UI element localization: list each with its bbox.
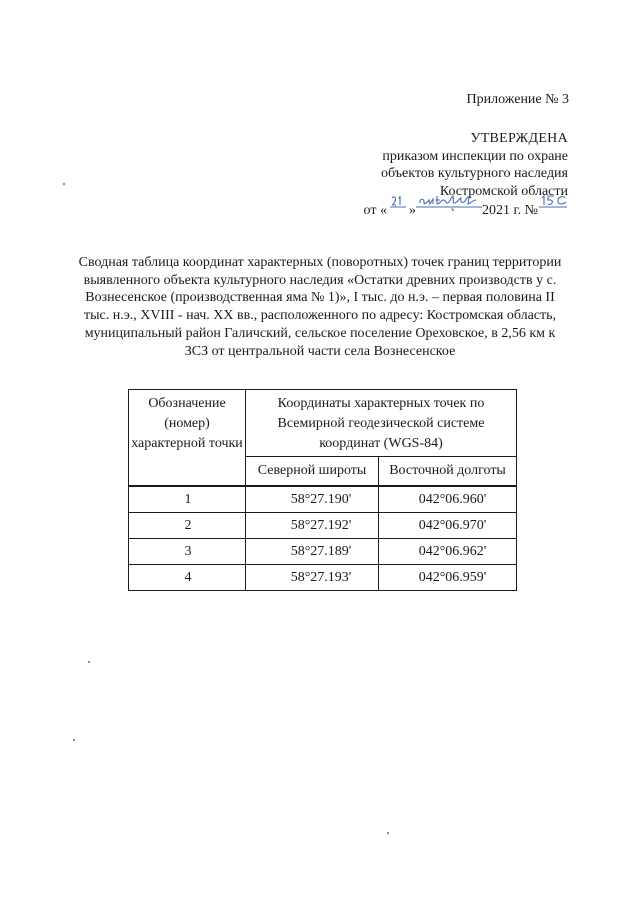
point-number: 4 xyxy=(129,565,246,591)
latitude-cell: 58°27.193' xyxy=(246,565,379,591)
point-number: 2 xyxy=(129,513,246,539)
header-latitude: Северной широты xyxy=(246,457,379,487)
latitude-cell: 58°27.190' xyxy=(246,486,379,513)
point-number: 1 xyxy=(129,486,246,513)
header-coordinates: Координаты характерных точек по Всемирной геодезической системе координат (WGS-84) xyxy=(246,390,517,457)
approval-heading: УТВЕРЖДЕНА xyxy=(470,131,568,146)
order-date-line xyxy=(364,200,568,220)
approval-line-2: объектов культурного наследия xyxy=(380,166,568,181)
longitude-cell: 042°06.960' xyxy=(379,486,517,513)
date-mid: » xyxy=(408,203,416,218)
handwritten-day xyxy=(387,200,409,214)
longitude-cell: 042°06.970' xyxy=(379,513,517,539)
scan-speck xyxy=(387,832,389,834)
table-row xyxy=(129,486,517,513)
table-row xyxy=(129,539,517,565)
appendix-label: Приложение № 3 xyxy=(466,92,569,107)
date-prefix: от « xyxy=(363,203,387,218)
date-year: 2021 г. № xyxy=(481,203,538,218)
table-row xyxy=(129,513,517,539)
table-row xyxy=(129,565,517,591)
handwritten-month xyxy=(416,200,482,214)
latitude-cell: 58°27.192' xyxy=(246,513,379,539)
scan-speck xyxy=(63,183,65,185)
header-longitude: Восточной долготы xyxy=(379,457,517,487)
approval-block xyxy=(364,130,568,220)
scan-speck xyxy=(88,661,90,663)
coordinates-table xyxy=(128,389,517,591)
document-title: Сводная таблица координат характерных (поворотных) точек границ территории выявленного объекта культурного наследия «Остатки древних производств у с. Вознесенское (производственная яма № 1)», I тыс. до н.э. – первая половина II тыс. н.э., XVIII - нач. XX вв., расположенного по адресу: Костромская область, муниципальный район Галичский, сельское поселение Ореховское, в 2,56 км к ЗСЗ от центральной части села Вознесенское xyxy=(78,255,562,359)
approval-line-1: приказом инспекции по охране xyxy=(382,148,568,164)
handwritten-order-number xyxy=(538,200,568,214)
handwritten-day-ink xyxy=(387,194,409,216)
approval-line-3: Костромской области xyxy=(439,183,568,199)
handwritten-order-number-ink xyxy=(538,194,570,216)
longitude-cell: 042°06.962' xyxy=(379,539,517,565)
latitude-cell: 58°27.189' xyxy=(246,539,379,565)
longitude-cell: 042°06.959' xyxy=(379,565,517,591)
point-number: 3 xyxy=(129,539,246,565)
scan-speck xyxy=(73,739,75,741)
handwritten-month-ink xyxy=(416,194,482,216)
header-point-designation: Обозначение (номер) характерной точки xyxy=(129,390,246,487)
